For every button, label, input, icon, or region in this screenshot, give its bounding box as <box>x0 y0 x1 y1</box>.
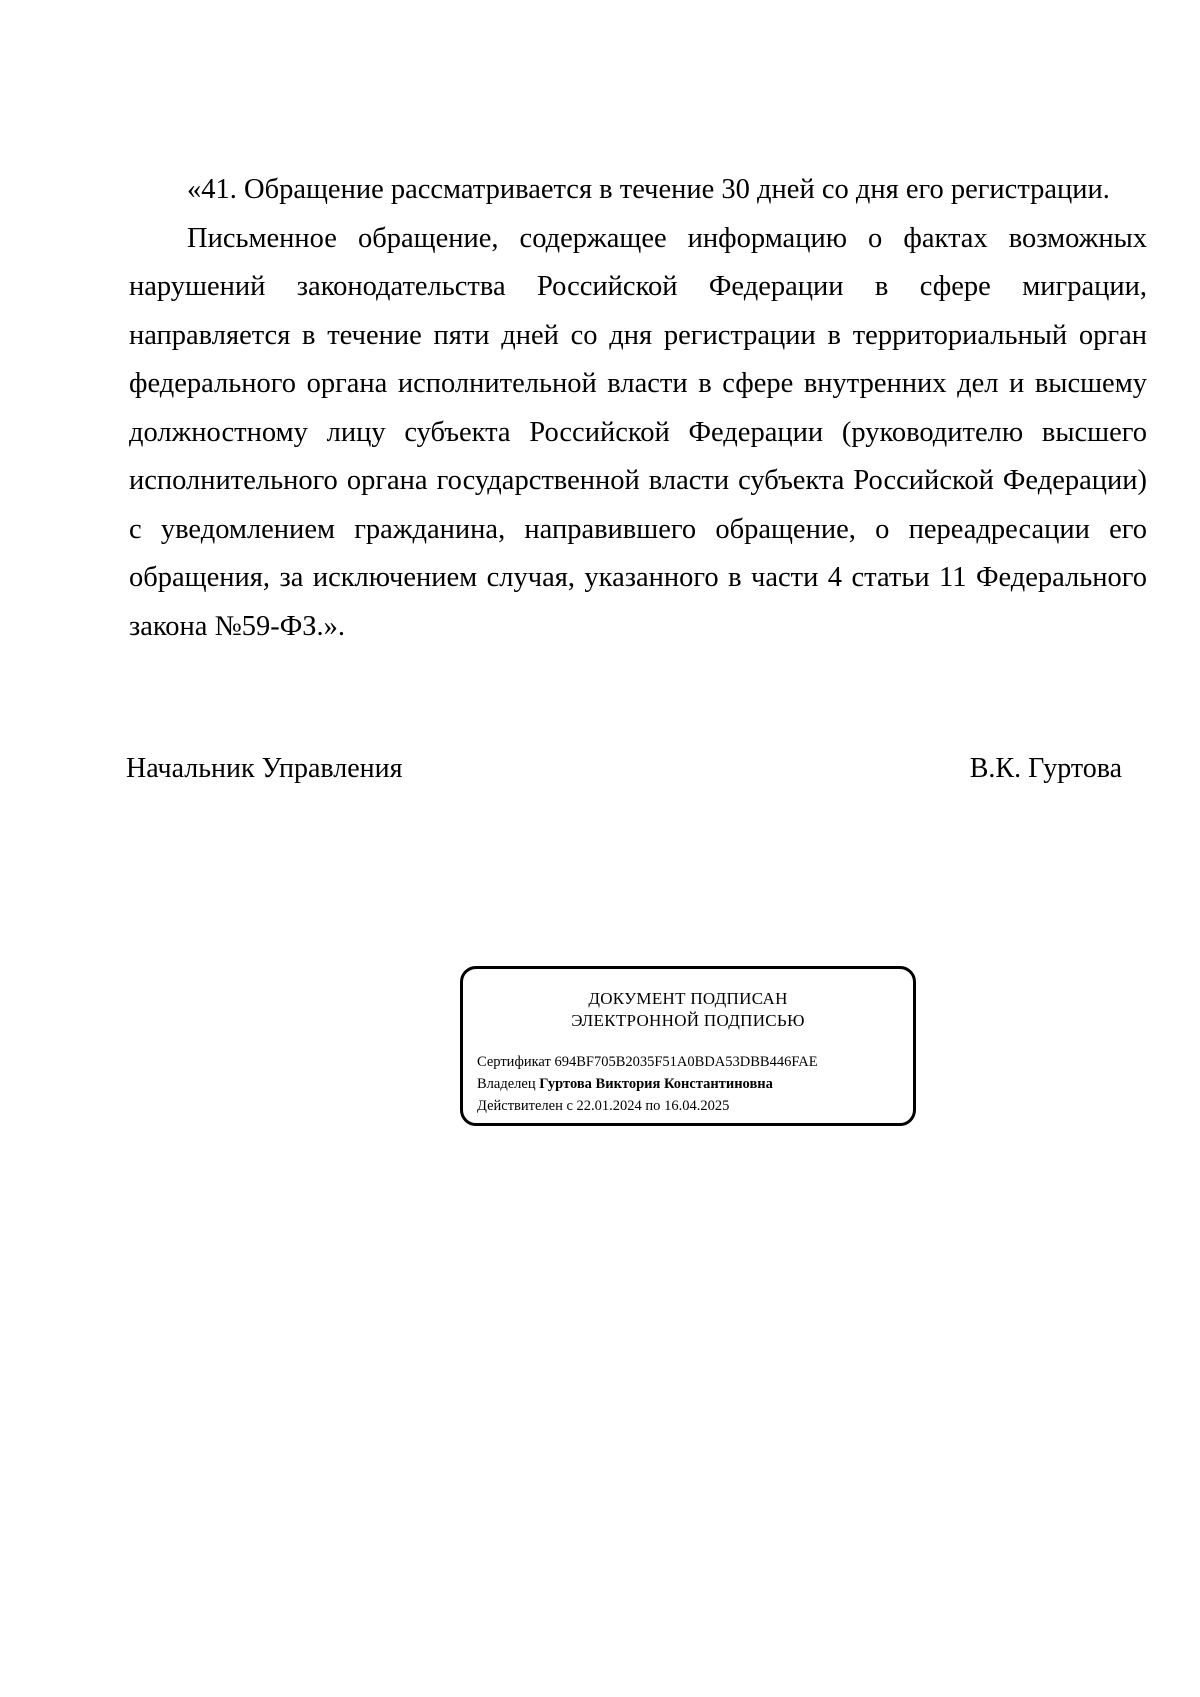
owner-name: Гуртова Виктория Константиновна <box>539 1076 773 1092</box>
valid-from-date: 22.01.2024 <box>576 1098 642 1114</box>
stamp-heading <box>463 988 913 1032</box>
stamp-heading-line2: ЭЛЕКТРОННОЙ ПОДПИСЬЮ <box>571 1011 805 1030</box>
signatory-position: Начальник Управления <box>126 753 403 784</box>
owner-label: Владелец <box>477 1076 536 1092</box>
owner-line <box>477 1073 818 1095</box>
certificate-label: Сертификат <box>477 1054 551 1070</box>
signature-block <box>126 752 1122 786</box>
paragraph-1: «41. Обращение рассматривается в течение 30 дней со дня его регистрации. <box>187 174 1110 205</box>
certificate-line <box>477 1051 818 1073</box>
signatory-name: В.К. Гуртова <box>969 753 1122 784</box>
paragraph-2: Письменное обращение, содержащее информацию о фактах возможных нарушений законодательства Российской Федерации в сфере миграции, направляется в течение пяти дней со дня регистрации в территориальный орган федерального органа исполнительной власти в сфере внутренних дел и высшему должностному лицу субъекта Российской Федерации (руководителю высшего исполнительного органа государственной власти субъекта Российской Федерации) с уведомлением гражданина, направившего обращение, о переадресации его обращения, за исключением случая, указанного в части 4 статьи 11 Федерального закона №59-ФЗ.». <box>129 222 1147 642</box>
stamp-details <box>477 1051 818 1117</box>
valid-to-date: 16.04.2025 <box>664 1098 730 1114</box>
certificate-number: 694BF705B2035F51A0BDA53DBB446FAE <box>554 1054 818 1070</box>
validity-line <box>477 1095 818 1117</box>
document-body <box>129 166 1147 651</box>
electronic-signature-stamp <box>460 966 916 1126</box>
valid-to-label: по <box>645 1098 661 1114</box>
validity-label: Действителен <box>477 1098 563 1114</box>
valid-from-label: с <box>566 1098 573 1114</box>
stamp-heading-line1: ДОКУМЕНТ ПОДПИСАН <box>588 989 788 1008</box>
